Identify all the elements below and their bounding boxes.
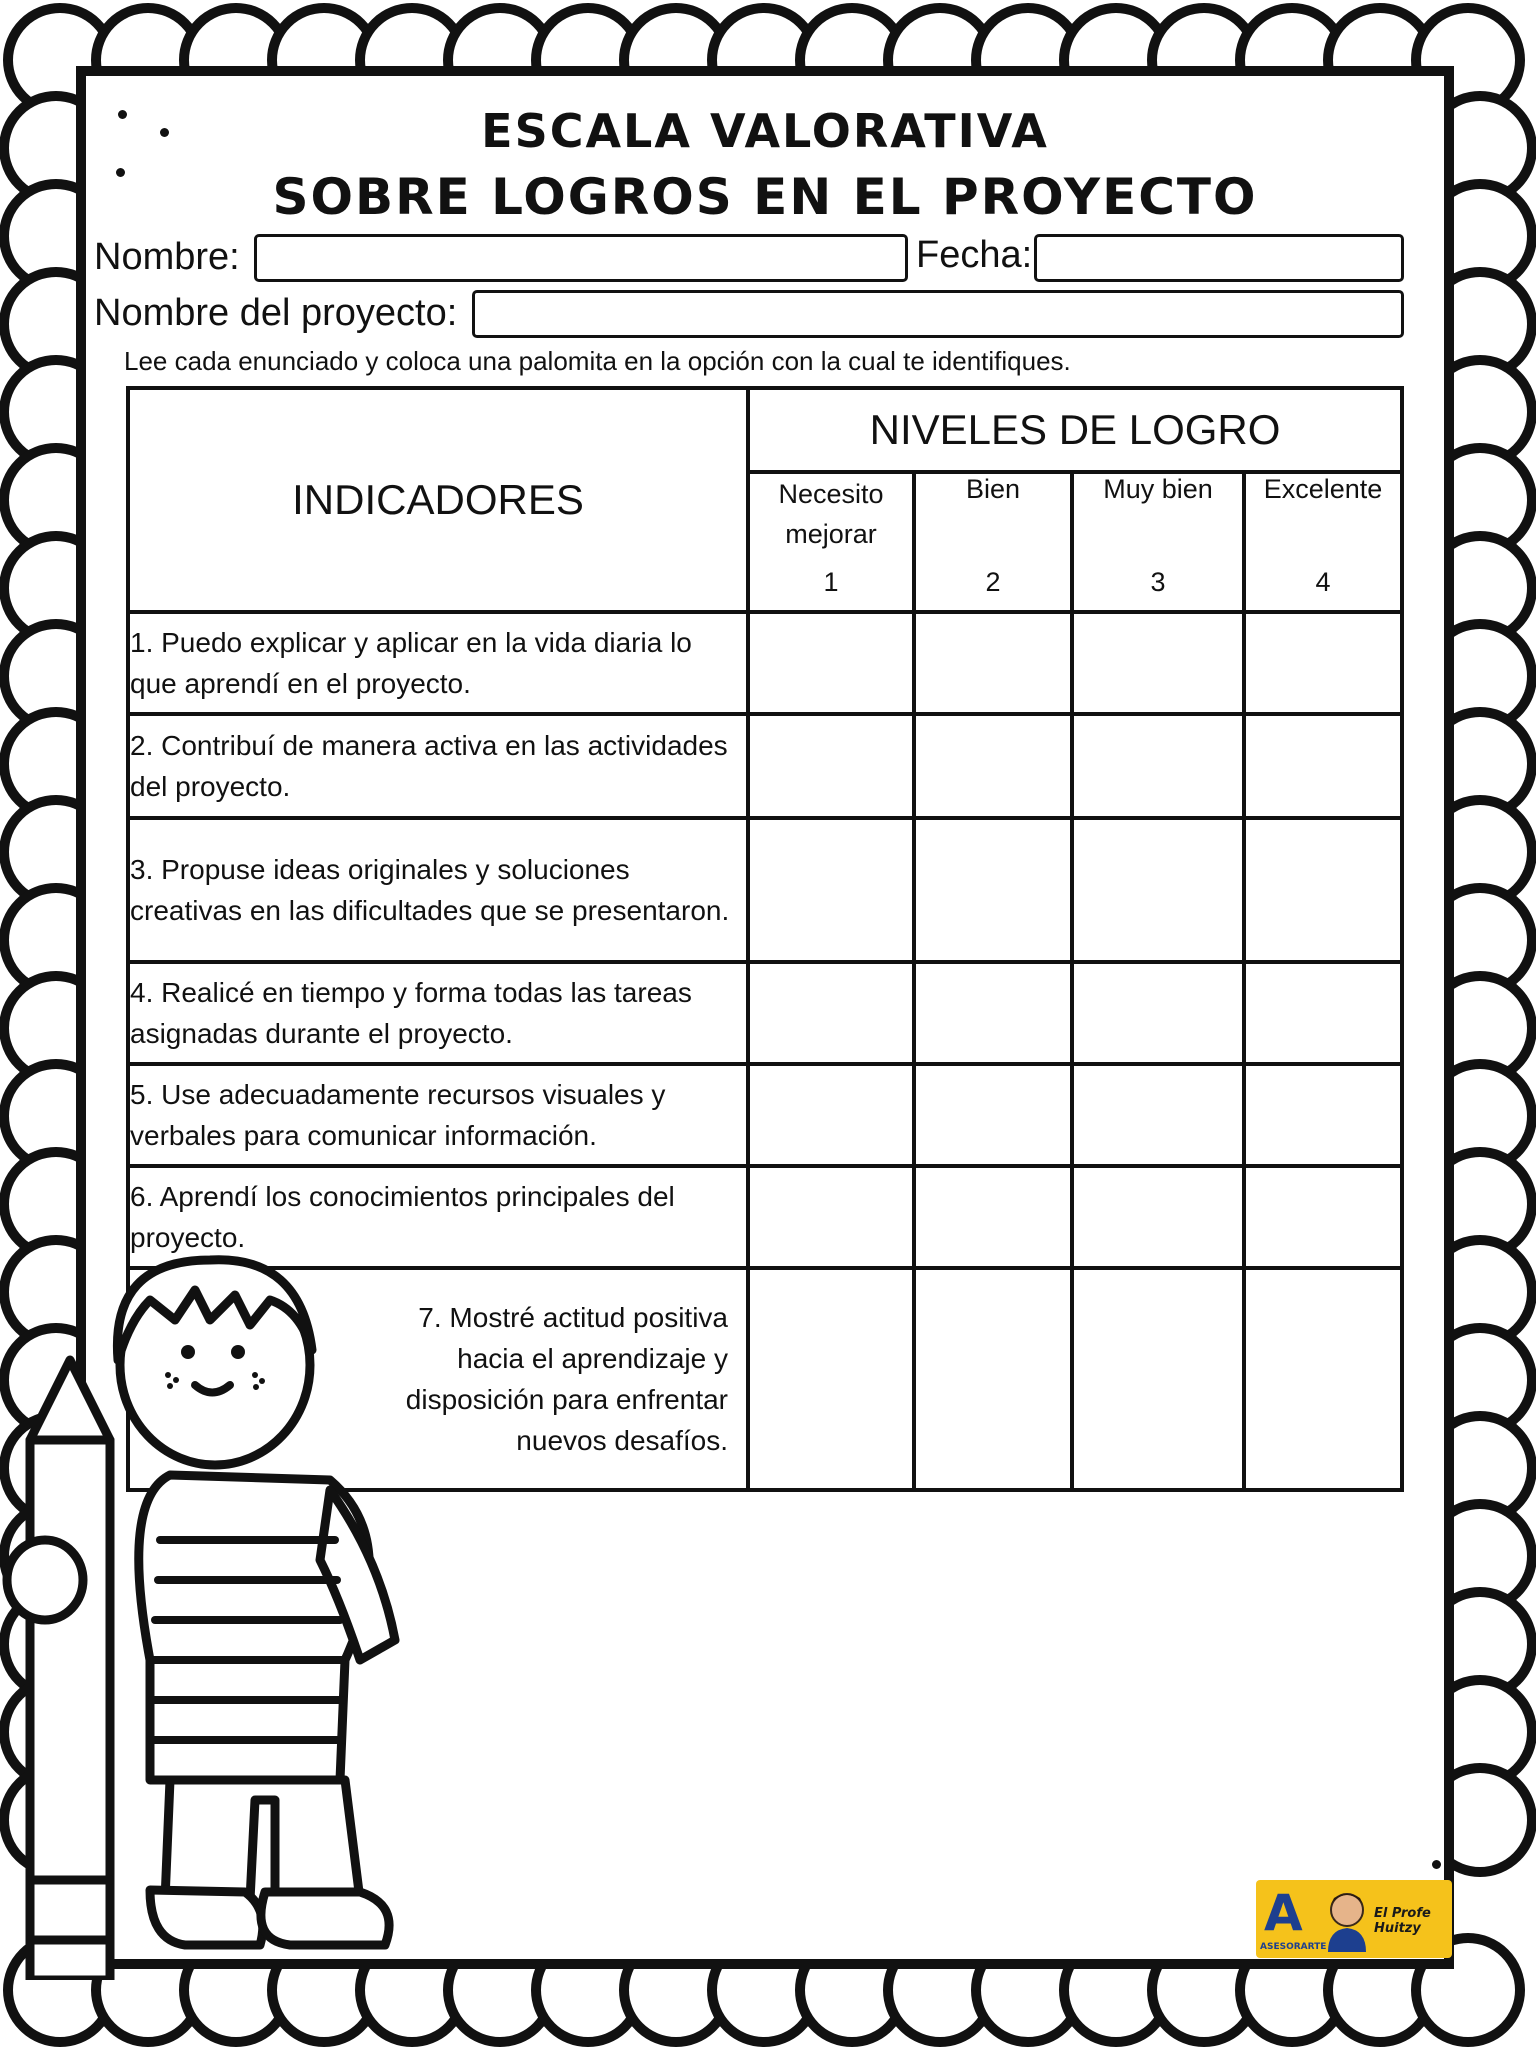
rating-cell-level-1[interactable] [748, 1064, 914, 1166]
table-row [128, 612, 1402, 714]
teacher-avatar-icon [1324, 1886, 1370, 1952]
rating-cell-level-3[interactable] [1072, 714, 1244, 818]
level-label: Muy bien [1103, 474, 1213, 504]
kid-with-pencil-illustration [0, 1240, 420, 1980]
table-row [128, 1064, 1402, 1166]
rating-cell-level-2[interactable] [914, 962, 1072, 1064]
level-number: 4 [1315, 567, 1331, 597]
level-header [748, 472, 914, 612]
indicator-text: 7. Mostré actitud positiva hacia el aprendizaje y disposición para enfrentar nuevos desafíos. [128, 1268, 748, 1490]
level-label: Excelente [1263, 474, 1383, 504]
rating-cell-level-4[interactable] [1244, 818, 1402, 962]
level-header [1244, 472, 1402, 612]
rating-cell-level-4[interactable] [1244, 714, 1402, 818]
level-label: Bien [965, 474, 1021, 504]
indicator-text: 1. Puedo explicar y aplicar en la vida diaria lo que aprendí en el proyecto. [128, 612, 748, 714]
brand-name: ASESORARTE [1260, 1942, 1327, 1952]
rating-cell-level-2[interactable] [914, 818, 1072, 962]
rating-cell-level-1[interactable] [748, 1166, 914, 1268]
rating-cell-level-3[interactable] [1072, 612, 1244, 714]
rating-cell-level-3[interactable] [1072, 962, 1244, 1064]
worksheet-title-line2: SOBRE LOGROS EN EL PROYECTO [272, 168, 1258, 226]
worksheet-title-line1: ESCALA VALORATIVA [481, 104, 1049, 158]
rating-cell-level-3[interactable] [1072, 1268, 1244, 1490]
rating-cell-level-4[interactable] [1244, 1166, 1402, 1268]
indicator-text: 2. Contribuí de manera activa en las actividades del proyecto. [128, 714, 748, 818]
author-logo [1256, 1880, 1452, 1958]
rating-cell-level-2[interactable] [914, 1166, 1072, 1268]
level-number: 1 [823, 567, 839, 597]
achievement-levels-header: NIVELES DE LOGRO [748, 388, 1402, 472]
rating-cell-level-1[interactable] [748, 612, 914, 714]
name-field[interactable] [254, 234, 908, 282]
rating-cell-level-1[interactable] [748, 714, 914, 818]
table-row [128, 962, 1402, 1064]
name-label: Nombre: [94, 236, 240, 278]
indicator-text: 4. Realicé en tiempo y forma todas las tareas asignadas durante el proyecto. [128, 962, 748, 1064]
rating-cell-level-4[interactable] [1244, 1064, 1402, 1166]
rating-cell-level-4[interactable] [1244, 612, 1402, 714]
date-field[interactable] [1034, 234, 1404, 282]
rating-cell-level-2[interactable] [914, 612, 1072, 714]
rating-cell-level-1[interactable] [748, 818, 914, 962]
rating-cell-level-2[interactable] [914, 714, 1072, 818]
rating-cell-level-3[interactable] [1072, 818, 1244, 962]
level-number: 2 [985, 567, 1001, 597]
date-label: Fecha: [916, 234, 1033, 276]
table-row [128, 818, 1402, 962]
indicator-text: 5. Use adecuadamente recursos visuales y verbales para comunicar información. [128, 1064, 748, 1166]
level-label: Necesito mejorar [778, 479, 884, 549]
level-header [1072, 472, 1244, 612]
rating-cell-level-1[interactable] [748, 1268, 914, 1490]
rating-cell-level-2[interactable] [914, 1268, 1072, 1490]
instructions-text: Lee cada enunciado y coloca una palomita en la opción con la cual te identifiques. [124, 346, 1071, 376]
rating-cell-level-3[interactable] [1072, 1064, 1244, 1166]
indicator-text: 6. Aprendí los conocimientos principales del proyecto. [128, 1166, 748, 1268]
rating-cell-level-3[interactable] [1072, 1166, 1244, 1268]
level-number: 3 [1150, 567, 1166, 597]
rating-cell-level-4[interactable] [1244, 1268, 1402, 1490]
table-row [128, 714, 1402, 818]
rating-cell-level-2[interactable] [914, 1064, 1072, 1166]
project-name-label: Nombre del proyecto: [94, 292, 458, 334]
level-header [914, 472, 1072, 612]
brand-letter: A [1264, 1884, 1303, 1942]
indicators-header: INDICADORES [128, 388, 748, 612]
project-name-field[interactable] [472, 290, 1404, 338]
author-name: El Profe Huitzy [1374, 1906, 1431, 1936]
rating-cell-level-1[interactable] [748, 962, 914, 1064]
decorative-dot [1432, 1860, 1441, 1869]
indicator-text: 3. Propuse ideas originales y soluciones creativas en las dificultades que se presentaron. [128, 818, 748, 962]
rating-cell-level-4[interactable] [1244, 962, 1402, 1064]
